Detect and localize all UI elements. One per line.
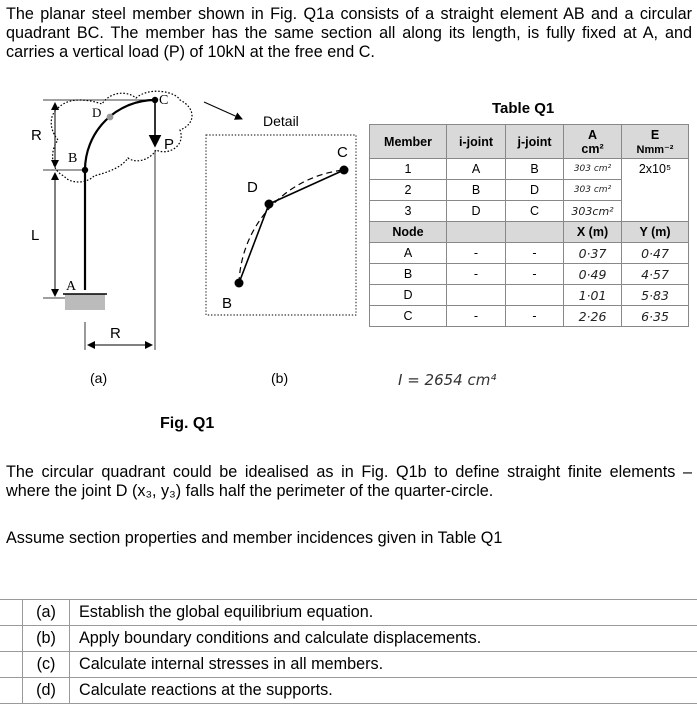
node-d-label: D xyxy=(92,105,102,120)
dim-r-top-label: R xyxy=(31,127,42,144)
header-i-joint: i-joint xyxy=(447,125,506,159)
load-label: P xyxy=(164,136,175,153)
detail-label: Detail xyxy=(263,113,299,129)
panel-b-label: (b) xyxy=(271,370,289,386)
table-title: Table Q1 xyxy=(492,100,555,117)
header-area: A cm² xyxy=(564,125,622,159)
header-node: Node xyxy=(370,222,447,243)
table-row: A - - 0·37 0·47 xyxy=(370,243,689,264)
assumption-paragraph: Assume section properties and member incidences given in Table Q1 xyxy=(6,529,503,547)
list-item xyxy=(0,652,697,678)
detail-node-c-label: C xyxy=(337,144,348,161)
header-modulus: E Nmm⁻² xyxy=(622,125,689,159)
support-a xyxy=(65,294,105,310)
node-c-label: C xyxy=(159,93,169,108)
part-label: (b) xyxy=(23,626,70,652)
detail-node-d-label: D xyxy=(247,179,258,196)
detail-frame xyxy=(206,135,356,315)
table-row: 1 A B 303 cm² 2x10⁵ xyxy=(370,159,689,180)
element-bd xyxy=(239,204,269,283)
element-dc xyxy=(269,170,344,204)
node-header-row xyxy=(370,222,689,243)
detail-pointer-arrow xyxy=(204,102,242,119)
detail-node-b-label: B xyxy=(222,295,233,312)
part-text: Calculate reactions at the supports. xyxy=(70,678,697,704)
node-b-label: B xyxy=(68,151,78,166)
dim-l-label: L xyxy=(31,227,40,244)
part-text: Calculate internal stresses in all members. xyxy=(70,652,697,678)
panel-a xyxy=(31,91,192,386)
table-row: D 1·01 5·83 xyxy=(370,285,689,306)
part-text: Establish the global equilibrium equation. xyxy=(70,600,697,626)
table-row: 2 B D 303 cm² xyxy=(370,180,689,201)
intro-paragraph: The planar steel member shown in Fig. Q1a consists of a straight element AB and a circular quadrant BC. The member has the same section all along its length, is fully fixed at A, and carries a vertical load (P) of 10kN at the free end C. xyxy=(6,5,692,61)
part-label: (d) xyxy=(23,678,70,704)
list-item xyxy=(0,600,697,626)
list-item xyxy=(0,678,697,704)
node-d-dot xyxy=(107,114,114,121)
figure-caption: Fig. Q1 xyxy=(160,415,215,432)
table-row: 3 D C 303cm² xyxy=(370,201,689,222)
list-item xyxy=(0,626,697,652)
header-member: Member xyxy=(370,125,447,159)
panel-a-label: (a) xyxy=(90,370,108,386)
question-parts xyxy=(0,599,697,704)
header-x: X (m) xyxy=(564,222,622,243)
part-label: (a) xyxy=(23,600,70,626)
header-y: Y (m) xyxy=(622,222,689,243)
part-text: Apply boundary conditions and calculate displacements. xyxy=(70,626,697,652)
dim-r-bottom-label: R xyxy=(110,325,121,342)
part-label: (c) xyxy=(23,652,70,678)
member-header-row xyxy=(370,125,689,159)
header-j-joint: j-joint xyxy=(506,125,564,159)
handwritten-moment-of-inertia: I = 2654 cm⁴ xyxy=(398,371,497,389)
table-row: C - - 2·26 6·35 xyxy=(370,306,689,327)
member-ab-bc xyxy=(85,100,155,290)
idealisation-paragraph: The circular quadrant could be idealised as in Fig. Q1b to define straight finite elements – where the joint D (x₃, y₃) falls half the perimeter of the quarter-circle. xyxy=(6,463,692,500)
node-a-label: A xyxy=(66,279,77,294)
panel-b xyxy=(206,135,356,386)
table-row: B - - 0·49 4·57 xyxy=(370,264,689,285)
table-q1 xyxy=(369,124,689,327)
